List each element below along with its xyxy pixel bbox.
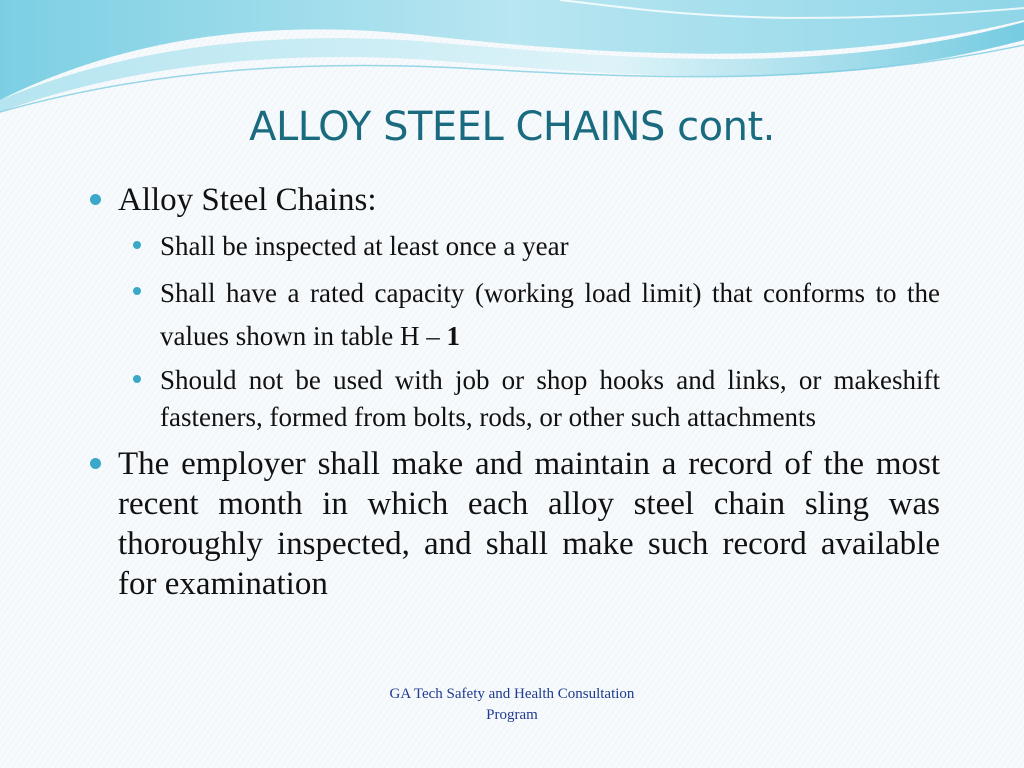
bullet-icon <box>133 287 141 295</box>
bullet-icon <box>133 375 141 383</box>
table-number: 1 <box>446 321 460 351</box>
sub-bullet-text: Shall be inspected at least once a year <box>160 231 569 261</box>
sub-bullet-text: Should not be used with job or shop hooks and links, or makeshift fasteners, formed from bolts, rods, or other such attachments <box>160 365 940 432</box>
bullet-icon <box>133 241 141 249</box>
sub-bullet-inspection <box>130 228 940 264</box>
bullet-icon <box>90 194 101 205</box>
bullet-employer-record <box>90 444 940 604</box>
slide-content <box>90 180 940 604</box>
bullet-alloy-steel-chains <box>90 180 940 220</box>
sub-bullet-hooks-links <box>130 362 940 436</box>
bullet-text: Alloy Steel Chains: <box>118 182 377 218</box>
sub-bullet-text: Shall have a rated capacity (working load limit) that conforms to the values shown in table H – <box>160 278 940 351</box>
bullet-icon <box>90 458 101 469</box>
bullet-text: The employer shall make and maintain a record of the most recent month in which each alloy steel chain sling was thoroughly inspected, and shall make such record available for examination <box>118 446 940 602</box>
sub-bullet-rated-capacity <box>130 272 940 358</box>
footer-text: GA Tech Safety and Health Consultation Program <box>389 686 635 723</box>
slide-title: ALLOY STEEL CHAINS cont. <box>249 104 775 150</box>
